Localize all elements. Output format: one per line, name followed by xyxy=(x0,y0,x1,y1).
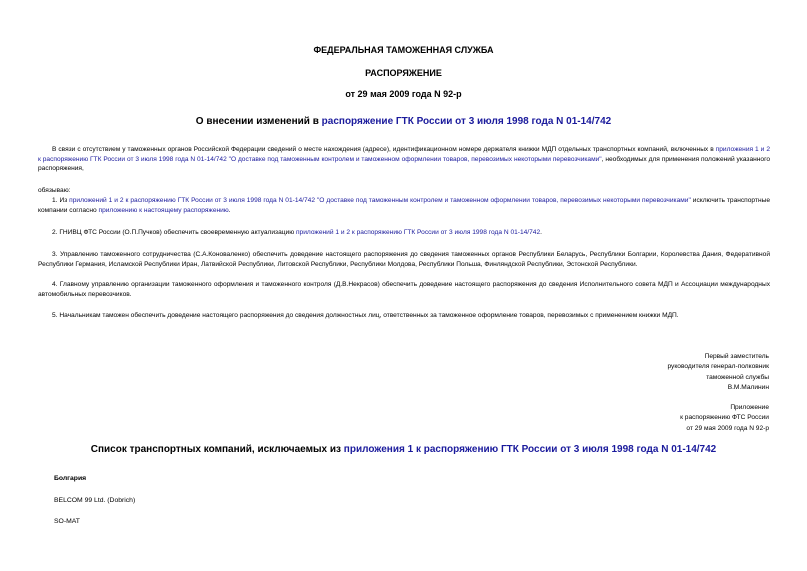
item-2 xyxy=(38,228,770,238)
appendix-line-1: Приложение xyxy=(730,404,769,411)
intro-text-1: В связи с отсутствием у таможенных органов Российской Федерации сведений о месте нахождения (адресе), идентификационном номере держателя книжки МДП отдельных транспортных компаний, включенных в xyxy=(52,146,716,153)
signature-line-1: Первый заместитель xyxy=(704,353,769,360)
item-2-text-b: . xyxy=(540,229,542,236)
signature-name: В.М.Малинин xyxy=(727,384,769,392)
list-title xyxy=(0,444,807,455)
signature-line-3: таможенной службы xyxy=(706,373,769,381)
appendix-block xyxy=(469,403,769,434)
list-title-prefix: Список транспортных компаний, исключаемых из xyxy=(90,444,344,455)
item-1-text-a: 1. Из xyxy=(52,197,70,204)
document-type: РАСПОРЯЖЕНИЕ xyxy=(365,68,442,78)
item-2-link[interactable]: приложений 1 и 2 к распоряжению ГТК России от 3 июля 1998 года N 01-14/742 xyxy=(295,229,541,236)
appendix-line-3: от 29 мая 2009 года N 92-р xyxy=(686,424,769,432)
intro-text-2: , необходимых для применения положений указанного распоряжения, xyxy=(38,155,771,173)
item-3: 3. Управлению таможенного сотрудничества (С.А.Коноваленко) обеспечить доведение настоящего распоряжения до сведения таможенных органов Республики Беларусь, Республики Болгарии, Королевства Дания, Федеративной Республики Германия, Исламской Республики Иран, Латвийской Республики, Литовской Республики, Республики Молдова, Республики Польша, Финляндской Республики, Эстонской Республики. xyxy=(38,251,770,268)
document-date-number: от 29 мая 2009 года N 92-р xyxy=(345,89,462,99)
title-link[interactable]: распоряжение ГТК России от 3 июля 1998 года N 01-14/742 xyxy=(321,116,612,127)
appendix-line-2: к распоряжению ФТС России xyxy=(680,414,769,422)
item-1-link[interactable]: приложений 1 и 2 к распоряжению ГТК России от 3 июля 1998 года N 01-14/742 "О доставке под таможенным контролем и таможенном оформлении товаров, перевозимых некоторыми перевозчиками" xyxy=(69,197,691,204)
item-1-link-2[interactable]: приложению к настоящему распоряжению xyxy=(98,206,229,214)
country-heading: Болгария xyxy=(54,475,87,482)
signature-block xyxy=(469,352,769,394)
agency-name: ФЕДЕРАЛЬНАЯ ТАМОЖЕННАЯ СЛУЖБА xyxy=(313,45,494,55)
item-1-text-c: . xyxy=(228,206,231,214)
item-1 xyxy=(38,196,770,215)
item-2-text-a: 2. ГНИВЦ ФТС России (О.П.Пучков) обеспечить своевременную актуализацию xyxy=(52,229,296,236)
list-title-link[interactable]: приложения 1 к распоряжению ГТК России от 3 июля 1998 года N 01-14/742 xyxy=(343,444,717,455)
document-title xyxy=(0,116,807,127)
oblige-text: обязываю: xyxy=(38,187,71,194)
company-item: BELCOM 99 Ltd. (Dobrich) xyxy=(54,497,136,504)
signature-line-2: руководителя генерал-полковник xyxy=(667,363,769,371)
item-5: 5. Начальникам таможен обеспечить доведение настоящего распоряжения до сведения должностных лиц, ответственных за таможенное оформление товаров, перевозимых с применением книжки МДП. xyxy=(52,312,679,319)
item-1-text-b: исключить транспортные компании согласно xyxy=(38,197,770,214)
intro-link[interactable]: приложения 1 и 2 к распоряжению ГТК России от 3 июля 1998 года N 01-14/742 "О доставке под таможенным контролем и таможенном оформлении товаров, перевозимых некоторыми перевозчиками" xyxy=(38,146,770,163)
item-4: 4. Главному управлению организации таможенного оформления и таможенного контроля (Д.В.Некрасов) обеспечить доведение настоящего распоряжения до сведения Исполнительного совета МДП и Ассоциации международных автомобильных перевозчиков. xyxy=(38,281,770,298)
company-item: SO-MAT xyxy=(54,518,80,525)
title-prefix: О внесении изменений в xyxy=(195,116,322,127)
intro-paragraph xyxy=(38,145,770,174)
